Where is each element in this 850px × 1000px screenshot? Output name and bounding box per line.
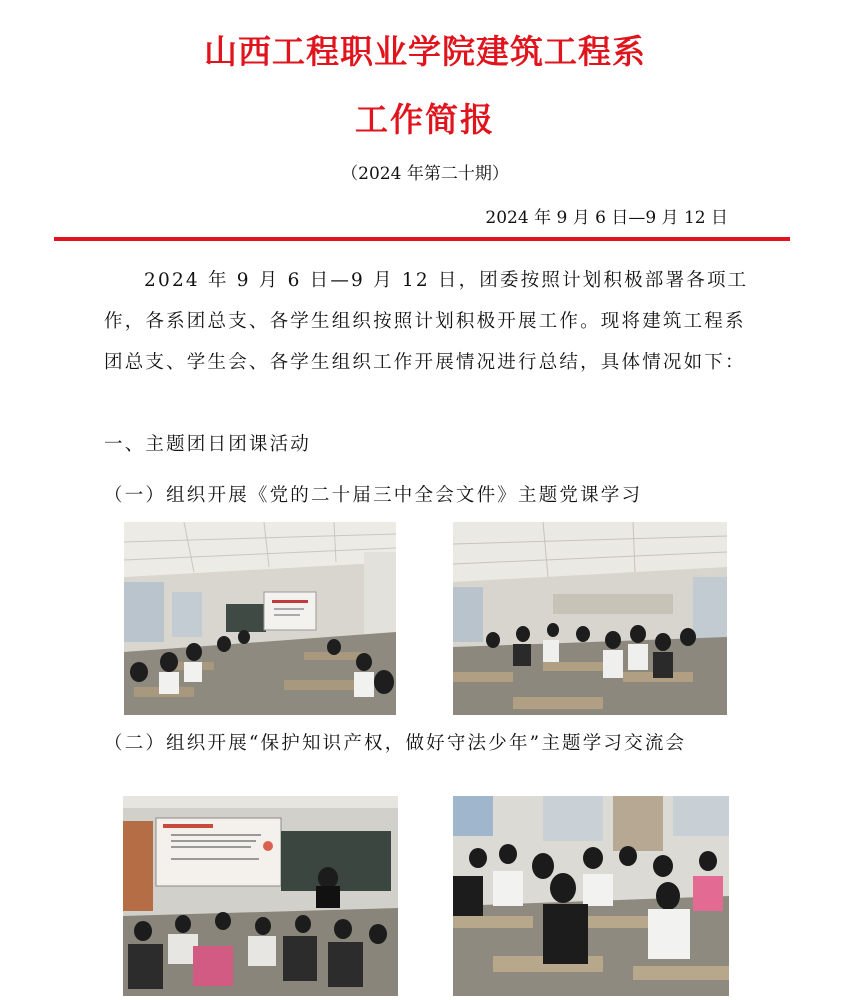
- subsection-heading-2: （二）组织开展“保护知识产权，做好守法少年”主题学习交流会: [104, 733, 687, 754]
- intro-paragraph: 2024 年 9 月 6 日—9 月 12 日，团委按照计划积极部署各项工作，各系团总支、各学生组织按照计划积极开展工作。现将建筑工程系团总支、学生会、各学生组织工作开展情况进行总结，具体情况如下：: [104, 270, 749, 373]
- activity-photo-3: [123, 796, 398, 996]
- section-heading-1: 一、主题团日团课活动: [104, 434, 312, 455]
- report-subtitle: 工作简报: [355, 100, 495, 139]
- activity-photo-2: [453, 522, 727, 715]
- report-title: 山西工程职业学院建筑工程系: [204, 32, 646, 71]
- header-divider: [54, 237, 790, 241]
- issue-number: （2024 年第二十期）: [341, 164, 509, 184]
- date-range: 2024 年 9 月 6 日—9 月 12 日: [485, 208, 728, 228]
- subsection-heading-1: （一）组织开展《党的二十届三中全会文件》主题党课学习: [104, 485, 643, 506]
- activity-photo-1: [124, 522, 396, 715]
- activity-photo-4: [453, 796, 729, 996]
